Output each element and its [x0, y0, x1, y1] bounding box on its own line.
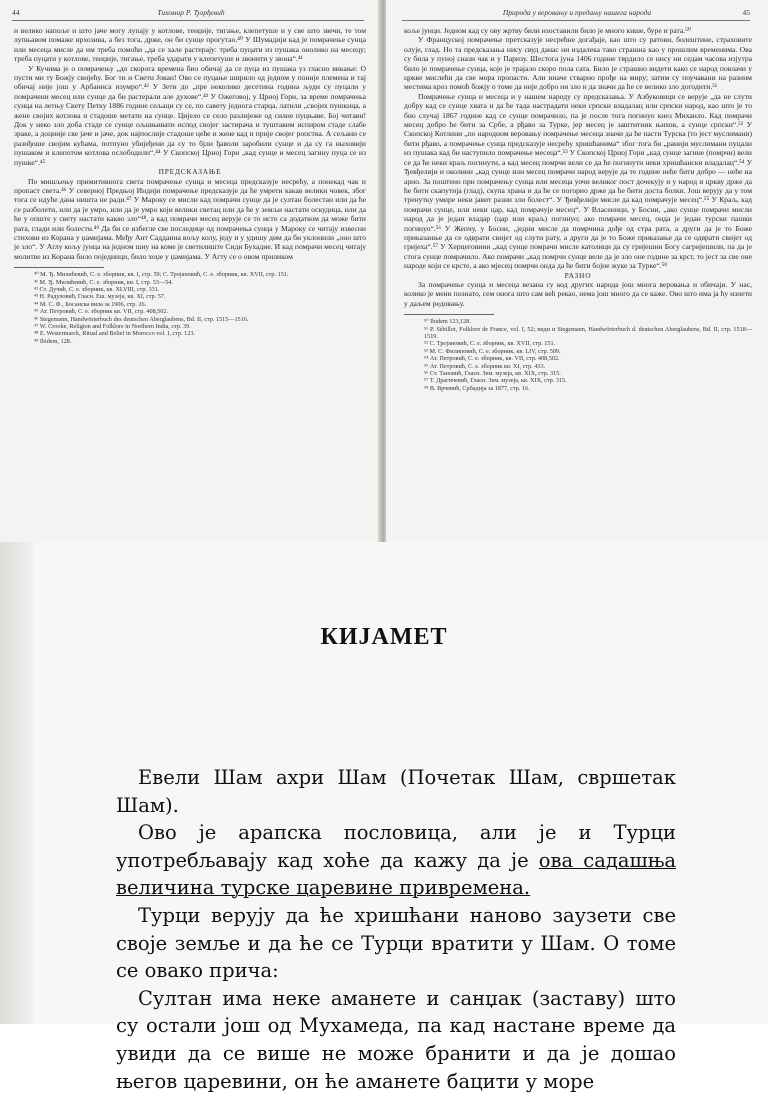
- footnote: ⁵¹ P. Sébillot, Folklore de France, vol. I, 52; види и Stegemann, Handwörterbuch d. deutschen Aberglaubens, Bd. II, стр. 1518—1519.: [424, 325, 752, 340]
- chapter-paragraph: [116, 819, 676, 902]
- right-page-number: 45: [742, 8, 750, 17]
- footnote: ⁵⁷ Т. Драгичевић, Гласн. Зем. музеја, кв. XIX, стр. 315.: [424, 377, 567, 385]
- scan-edge-shadow: [0, 542, 34, 1024]
- footnote: ⁵⁰ Ibidem 123,128.: [424, 318, 471, 326]
- right-paragraph: За помрачење сунца и месеца везана су код других народа још многа веровања и обичаји. У нас, колико је мени познато, сем онога што сам већ рекао, нема још много да се каже. Ово што има ја ћу изнети у даљем редовању.: [404, 279, 752, 308]
- right-paragraph: Помрачење сунца и месеца и у нашем народу су предсказања. У Азбуковици се верује „да не слути добру кад се сунце хвата и да ће тада настрадати неки српски владалац или српски народ, као што је то био случај 1867 године кад се сунце помрачило, па је после тога погинуо кнез Михаило. Кад помрачи месец добро ће бити за Србе, а рђаво за Турке, јер месец је заштитник њихов, а сунце српски“.⁵² У Скопској Котлини „по народном веровању помрачење месеца значи да ће пасти Турска (то јест муслимани) бити рђаво, а помрачење сунца предсказује несрећу хришћанима“ због тога би „ранији муслимани пуцали из пушака кад би наступило помрачење месеца“.⁵³ У Скопској Црној Гори „кад сунце загине (помрчи) вели се да ће неки краљ погинути, а кад месец помрчи вели се да ће погинути неки хришћански владалац“.⁵⁴ У Ђевђелији и околини „кад сунце или месец помрачи народ верује да те године неће бити добро — неће на арно. За поштено при помрачењу сунца или месеца уочи великог пост дочекују и у народ и цркву држе да ће бити скапутија (глад), скупа храна и да ће се погорио држе да ће бити доста болки. Још верују да у том тренутку умире неки јавит разни зли болест“. У Ђевђелији мисле да кад помрачује месец“.⁵⁵ У Краљ, кад помрачи сунце, или неки цар, кад помрачује месец“. У Власеници, у Босни, „ако сунце помрачи мисли народ да је један владар (цар или краљ) погинуо; ако помрачи месец, онда је један турски пашки погинуо“.⁵⁶ У Жепчу, у Босни, „једни мисле да помрчина дође од стра рата, а други да је то Боже приказанње да се одврати свијет од слути рату, а други да је то Боже приказање да се одврати свијет од гријеха“.⁵⁷ У Херцеговини „кад сунце помрачи мисле католици да су гријешни Богу сагријешили, па да је стога сунце помрачило. Ако помрачи „кад помрчи сунце веле да је зло оне године за крст, то јест за све оне народе који се крсте, а ако мјесец помрчи онда да ће бити бојне жуке за Турке“.⁵⁸: [404, 91, 752, 271]
- right-footnote-rule: [404, 314, 494, 315]
- kijamet-scan: [0, 542, 768, 1093]
- left-page-number: 44: [12, 8, 20, 17]
- footnote: ⁴⁸ E. Westermarck, Ritual and Belief in Morocco vol. I, стр. 123.: [34, 330, 195, 338]
- right-subhead: РАЗНО: [564, 270, 592, 280]
- footnote: ⁴³ Н. Радуловић, Гласн. Еш. музеја, кв. XI, стр. 57.: [34, 293, 166, 301]
- left-page: [0, 0, 382, 542]
- footnote: ⁴¹ М. Ђ. Милићевић, С. е. зборник, кв. I, стр. 53—54.: [34, 278, 173, 286]
- left-paragraph: У Кучима је о помрачењу „до скорога времена био обичај да се пуца из пушака уз гласно викање: О пусти ми ту Божју свијећу. Бог ти и Свети Јован! Ово се пуцање ширило од једном у поније племена и тај обичај није још у Арбаниса изумро“.⁴² У Зети до „пре неколико десетина година људи су пуцали у помрачени месец или сунце да би растерали але духове“.⁴³ У Ожеговој, у Црној Гори, за време помрачења сунца на летњу Свету Петку 1886 године сељаци су се, по савету једнога старца, латили „својих пушкица, а жене својих котлова и стадоше метати на сунце. Цијело се село разлијеже од силне пуцњаве. Бој читави! Док у неко зло доба стаде се сунце ољшњивати испод својег застирача и туштавим испиром стаде слабе зраке, а доцније све јаче и јаче, док најпослије стадоше цеће и жене кад и прије својег ропства. А сељани се разиђоше својим кућама, потпуно убијеђени да су то бјли ђаволи заробили сунце и да су га ныховији пушаком и клепотом котлова ослободили“.⁴⁴ У Скопској Црној Гори „кад сунце и месец загину пуца се из пушке“.⁴⁵: [14, 63, 366, 167]
- right-page: [386, 0, 768, 542]
- chapter-body: [116, 764, 676, 1095]
- right-paragraph: У Француској помрачење претсказује несрећне догађаје, као што су ратови, болештине, страховите олује, глад. Но та предсказања нису свуд данас ни издалека тако страшна као у прошлим временима. Ова су била у пуној снази чак и у Паризу. Шестога јуна 1406 године тврдило се нису ни седам часова изјутра било је помрачење сунца, које је трајало скоро пола сата. Било је страшно видети како се народ повлачи у цркве мислећи да све мора пропасти. Али иначе стварно прође на миру; затим су поучавани на разним местима кроз помоћ божју о томе да није добро ни зло и да значи да ће се велико зло догодити.⁵¹: [404, 35, 752, 92]
- footnote: ⁵⁴ Ат. Петровић, С. е. зборник, кв. VII, стр. 408,502.: [424, 355, 560, 363]
- footnote: ⁴⁴ М. С. Ф., Босанска вила за 1906, стр. 26.: [34, 300, 147, 308]
- footnote: ⁴⁷ W. Crooke, Religion and Folklore in Northern India, стр. 39.: [34, 323, 191, 330]
- footnote: ⁴⁰ М. Ђ. Милићевић, С. е. зборник, кв. I, стр. 59; С. Тројановић, С. е. зборник, кв. XVII, стр. 151.: [34, 271, 289, 279]
- left-running-title: Тихомир Р. Ђорђевић: [157, 8, 225, 17]
- chapter-paragraph: Турци верују да ће хришћани наново заузети све своје земље и да ће се Турци вратити у Шам. О томе се овако прича:: [116, 903, 676, 983]
- left-paragraph: По мишљењу примитивнога света помрачење сунца и месеца предсказује несрећу, а понекад чак и пропаст света.⁴⁶ У северној Предњој Индији помрачење предсказује да ће умрети какав велики човек, због тога се идуће дана ништа не ради.⁴⁷ У Мароку се мисли кад помрачи сунце да је султан болестан или да ће се разболети, или да је умро, или да је умро који велики светац или да ће у земљи настати оскудица, или да ће у опште у свету настати какво зло“⁴⁸, а кад помрачи месец верује се то исто са додатком да може бити рата, глади или болести.⁴⁹ Да би се избегле све последице од помрачења сунца у Мароку се читају извесни стихови из Корана у џамијама. Међу Ант Саддаина вољу колу, једу и у удишу дим да би уклонили „оно што је зло“. У Аглу кољу јунца на једном шиу на коме је светилиште Сиди Бухадие. И кад помрачи месец читају молитве из Корана било појединци, било хоџе у џамијама. У Агту се о овом приликом: [14, 176, 366, 261]
- chapter-title: КИЈАМЕТ: [320, 624, 448, 650]
- footnote: ⁴² Ст. Дучић, С. е. зборник, кв. XLVIII, стр. 331.: [34, 285, 160, 293]
- footnote: ⁵⁸ В. Врчевић, Србадија за 1877, стр. 16.: [424, 384, 530, 392]
- left-paragraph: и велико напоље и што јаче могу лупају у котлове, тенџије, тигање, клепетуше и у све што звечи, те том лупњавом помаже ирхозива, а без тога, држе, он би сунце прогутао.⁴⁰ У Шумадији кад је помрачење сунца или месеца мисле да им треба помоћи „да се хале растерају: треба пуцати из пушака онолико на месецу; треба пуцати у котлове, тенџије, тигање, треба ударати у клепетуше и звонити у звона“.⁴¹: [14, 26, 366, 64]
- chapter-paragraph: Султан има неке аманете и санџак (заставу) што су остали још од Мухамеда, па кад настане време да увиди да се више не може бранити и да је дошао његов царевини, он ће аманете бацити у море: [116, 986, 676, 1093]
- left-text-column: [14, 26, 366, 345]
- book-spread: [0, 0, 768, 542]
- right-footnotes: [404, 318, 752, 392]
- chapter-paragraph: Евели Шам ахри Шам (Почетак Шам, свршетак Шам).: [116, 766, 676, 817]
- footnote: ⁴⁹ Ibidem, 128.: [34, 337, 72, 345]
- footnote: ⁵³ М. С. Филиповић, С. е. зборник, кв. LIV, стр. 509.: [424, 347, 561, 355]
- right-paragraph: коље јунци. Једном кад су ову жртву били изоставили било је много кише, буре и рата.⁵⁰: [404, 26, 691, 35]
- footnote: ⁴⁵ Ат. Петровић, С. е. зборник кв. VII, стр. 408,502.: [34, 308, 169, 316]
- underlined-phrase: ова садашња величина турске царевине привремена.: [116, 848, 676, 900]
- left-footnotes: [14, 271, 366, 345]
- right-text-column: [404, 26, 752, 392]
- footnote: ⁵² С. Тројановић, С. е. зборник, кв. XVII, стр. 151.: [424, 340, 556, 348]
- footnote: ⁵⁶ Ст. Тановић, Гласн. Зем. музеја, кв. XIX, стр. 315.: [424, 370, 561, 378]
- left-footnote-rule: [14, 267, 104, 268]
- footnote: ⁵⁵ Ат. Петровић, С. е. зборник кв. XI, стр. 433.: [424, 362, 546, 370]
- left-subhead: ПРЕДСКАЗАЊЕ: [158, 167, 222, 177]
- left-head-rule: [12, 20, 364, 21]
- right-running-title: Природа у веровању и предању нашега народа: [502, 8, 652, 17]
- right-head-rule: [402, 20, 750, 21]
- chapter-paragraph-text: Ово је арапска пословица, али је и Турци употребљавају кад хоће да кажу да је: [116, 821, 676, 872]
- footnote: ⁴⁶ Stegemann, Handwörterbuch des deutschen Aberglaubens, Bd. II, стр. 1515—1516.: [34, 315, 249, 323]
